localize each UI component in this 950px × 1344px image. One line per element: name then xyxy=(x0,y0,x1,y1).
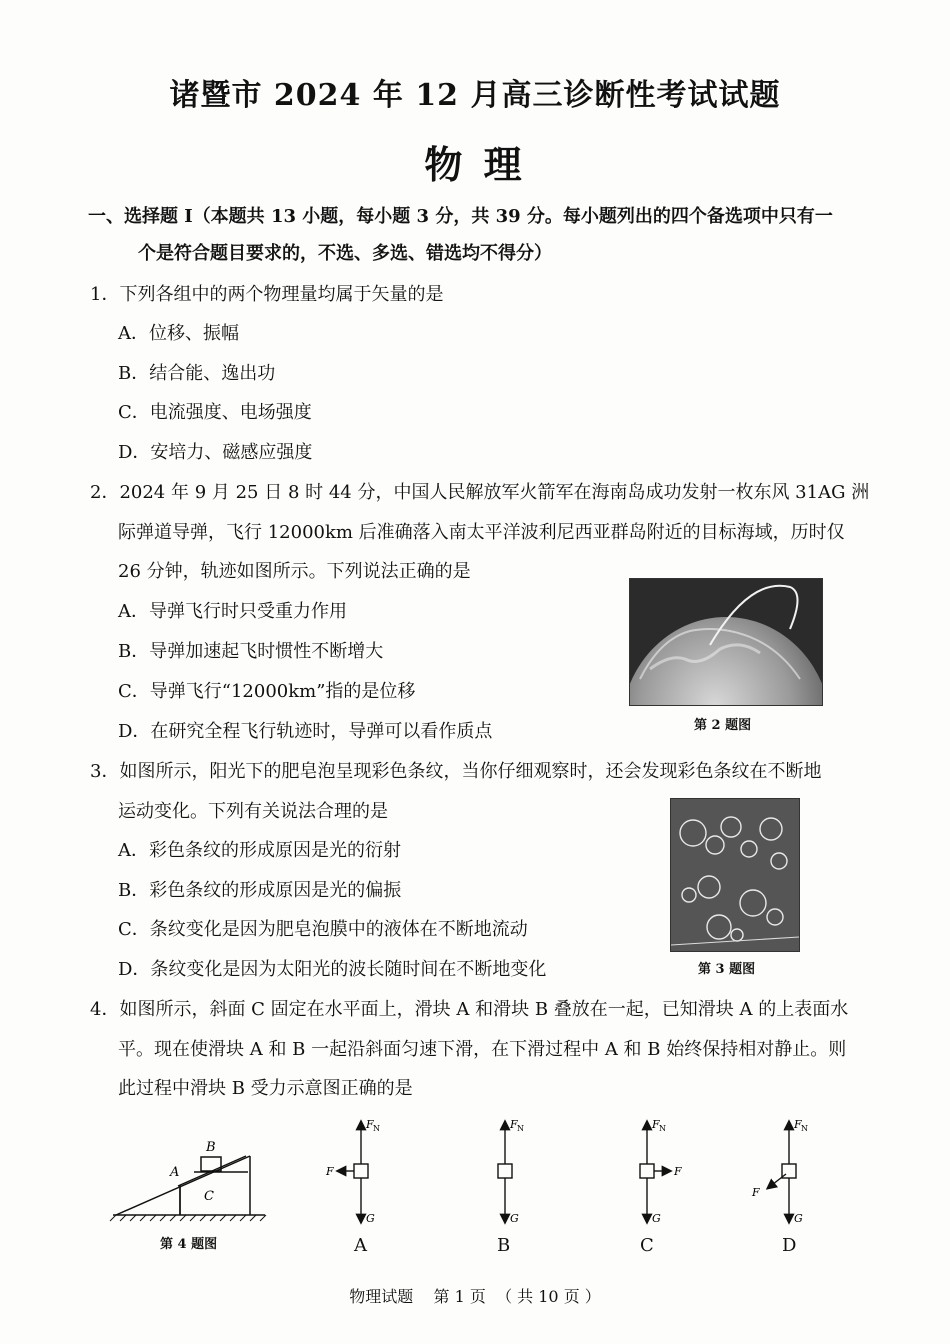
fn-label: F xyxy=(794,1118,802,1131)
subject-title: 物 理 xyxy=(424,142,526,187)
fn-subscript: N xyxy=(373,1124,380,1133)
fn-label: F xyxy=(510,1118,518,1131)
q4-force-diagram-b xyxy=(462,1112,542,1232)
q2-stem-line2: 际弹道导弹，飞行 12000km 后准确落入南太平洋波利尼西亚群岛附近的目标海域，历时仅 xyxy=(118,522,845,543)
q2-option-b: B．导弹加速起飞时惯性不断增大 xyxy=(118,641,384,662)
q4-force-diagram-d xyxy=(746,1112,836,1232)
q2-option-d: D．在研究全程飞行轨迹时，导弹可以看作质点 xyxy=(118,721,493,742)
q1-option-b: B．结合能、逸出功 xyxy=(118,363,276,384)
g-label: G xyxy=(510,1212,519,1225)
q4-label-incline-c: C xyxy=(204,1189,214,1204)
q4-figure-caption: 第 4 题图 xyxy=(160,1237,218,1252)
q3-soap-bubbles-figure xyxy=(670,798,800,952)
q2-missile-trajectory-figure xyxy=(629,578,823,706)
q1-option-a: A．位移、振幅 xyxy=(118,323,239,344)
q4-option-a-label: A xyxy=(354,1235,367,1256)
q3-stem-line2: 运动变化。下列有关说法合理的是 xyxy=(118,801,388,822)
f-label: F xyxy=(752,1186,760,1199)
q2-figure-caption: 第 2 题图 xyxy=(694,718,752,733)
q2-stem-line1: 2．2024 年 9 月 25 日 8 时 44 分，中国人民解放军火箭军在海南岛成功发射一枚东风 31AG 洲 xyxy=(90,482,870,503)
q4-label-block-b: B xyxy=(206,1140,216,1155)
q4-force-diagram-a xyxy=(318,1112,398,1232)
fn-subscript: N xyxy=(801,1124,808,1133)
q3-option-d: D．条纹变化是因为太阳光的波长随时间在不断地变化 xyxy=(118,959,547,980)
q1-stem: 1．下列各组中的两个物理量均属于矢量的是 xyxy=(90,284,444,305)
g-label: G xyxy=(794,1212,803,1225)
q4-stem-line1: 4．如图所示，斜面 C 固定在水平面上，滑块 A 和滑块 B 叠放在一起，已知滑块 A 的上表面水 xyxy=(90,999,849,1020)
fn-label: F xyxy=(652,1118,660,1131)
q4-option-d-label: D xyxy=(782,1235,797,1256)
g-label: G xyxy=(652,1212,661,1225)
q4-force-diagram-c xyxy=(604,1112,694,1232)
q2-option-c: C．导弹飞行“12000km”指的是位移 xyxy=(118,681,416,702)
q4-option-c-label: C xyxy=(640,1235,654,1256)
q3-stem-line1: 3．如图所示，阳光下的肥皂泡呈现彩色条纹，当你仔细观察时，还会发现彩色条纹在不断地 xyxy=(90,761,822,782)
fn-subscript: N xyxy=(517,1124,524,1133)
q4-incline-figure xyxy=(108,1120,268,1225)
f-label: F xyxy=(674,1165,682,1178)
q4-stem-line3: 此过程中滑块 B 受力示意图正确的是 xyxy=(118,1078,413,1099)
q2-stem-line3: 26 分钟，轨迹如图所示。下列说法正确的是 xyxy=(118,561,471,582)
q2-option-a: A．导弹飞行时只受重力作用 xyxy=(118,601,347,622)
q3-option-b: B．彩色条纹的形成原因是光的偏振 xyxy=(118,880,402,901)
q4-option-b-label: B xyxy=(497,1235,511,1256)
fn-label: F xyxy=(366,1118,374,1131)
q3-option-c: C．条纹变化是因为肥皂泡膜中的液体在不断地流动 xyxy=(118,919,528,940)
fn-subscript: N xyxy=(659,1124,666,1133)
q1-option-c: C．电流强度、电场强度 xyxy=(118,402,312,423)
section-heading-line2: 个是符合题目要求的，不选、多选、错选均不得分） xyxy=(138,243,552,264)
page-footer: 物理试题 第 1 页 （ 共 10 页 ） xyxy=(349,1287,601,1306)
q4-label-block-a: A xyxy=(170,1165,180,1180)
q3-option-a: A．彩色条纹的形成原因是光的衍射 xyxy=(118,840,401,861)
section-heading-line1: 一、选择题 I（本题共 13 小题，每小题 3 分，共 39 分。每小题列出的四个备选项中只有一 xyxy=(88,206,833,227)
q3-figure-caption: 第 3 题图 xyxy=(698,962,756,977)
exam-title: 诸暨市 2024 年 12 月高三诊断性考试试题 xyxy=(169,78,781,113)
q4-stem-line2: 平。现在使滑块 A 和 B 一起沿斜面匀速下滑，在下滑过程中 A 和 B 始终保持相对静止。则 xyxy=(118,1039,847,1060)
q1-option-d: D．安培力、磁感应强度 xyxy=(118,442,313,463)
g-label: G xyxy=(366,1212,375,1225)
f-label: F xyxy=(326,1165,334,1178)
